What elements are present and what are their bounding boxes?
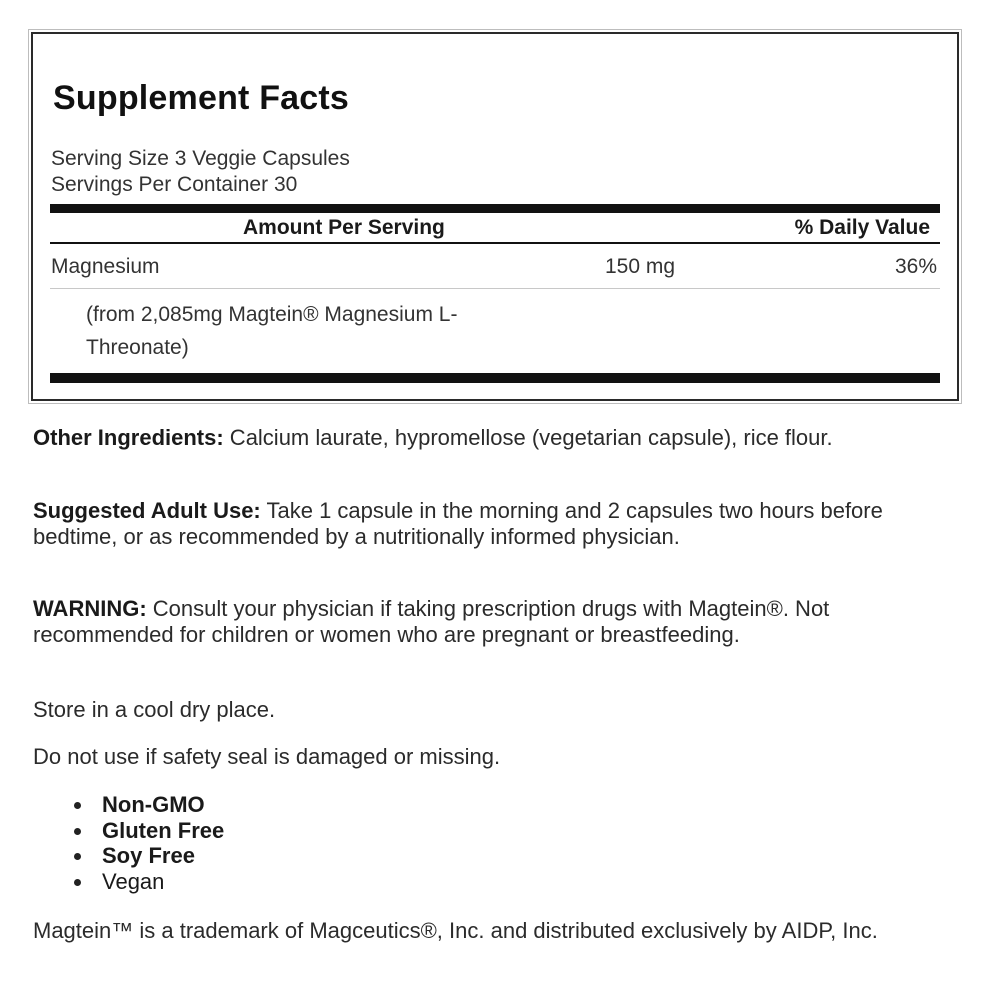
warning <box>33 596 963 647</box>
nutrient-name: Magnesium <box>51 255 160 278</box>
nutrient-source-line-2: Threonate) <box>86 336 189 359</box>
amount-per-serving-header: Amount Per Serving <box>243 216 445 239</box>
other-ingredients-text: Calcium laurate, hypromellose (vegetarian capsule), rice flour. <box>223 425 833 450</box>
list-item-gluten-free: Gluten Free <box>74 818 224 844</box>
suggested-use-text: Take 1 capsule in the morning and 2 capsules two hours before bedtime, or as recommended by a nutritionally informed physician. <box>33 498 883 549</box>
product-attributes-list <box>74 792 224 894</box>
serving-size: Serving Size 3 Veggie Capsules <box>51 147 350 170</box>
panel-content <box>31 32 959 401</box>
warning-label: WARNING: <box>33 596 147 621</box>
daily-value-header: % Daily Value <box>794 216 930 239</box>
suggested-use <box>33 498 963 549</box>
trademark-notice: Magtein™ is a trademark of Magceutics®, Inc. and distributed exclusively by AIDP, Inc. <box>33 918 878 943</box>
list-item-vegan: Vegan <box>74 869 224 895</box>
nutrient-source-line-1: (from 2,085mg Magtein® Magnesium L- <box>86 303 458 326</box>
panel-title: Supplement Facts <box>53 79 350 117</box>
safety-seal-notice: Do not use if safety seal is damaged or missing. <box>33 744 501 769</box>
list-item-soy-free: Soy Free <box>74 843 224 869</box>
servings-per-container: Servings Per Container 30 <box>51 173 298 196</box>
storage-instructions: Store in a cool dry place. <box>33 697 276 722</box>
nutrient-daily-value: 36% <box>894 255 937 278</box>
thick-divider-bottom <box>50 373 940 383</box>
header-divider <box>50 242 940 244</box>
thick-divider-top <box>50 204 940 213</box>
suggested-use-label: Suggested Adult Use: <box>33 498 261 523</box>
row-divider <box>50 288 940 289</box>
warning-text: Consult your physician if taking prescription drugs with Magtein®. Not recommended for children or women who are pregnant or breastfeeding. <box>33 596 830 647</box>
nutrient-amount: 150 mg <box>605 255 676 278</box>
list-item-non-gmo: Non-GMO <box>74 792 224 818</box>
other-ingredients <box>33 425 963 451</box>
other-ingredients-label: Other Ingredients: <box>33 425 224 450</box>
